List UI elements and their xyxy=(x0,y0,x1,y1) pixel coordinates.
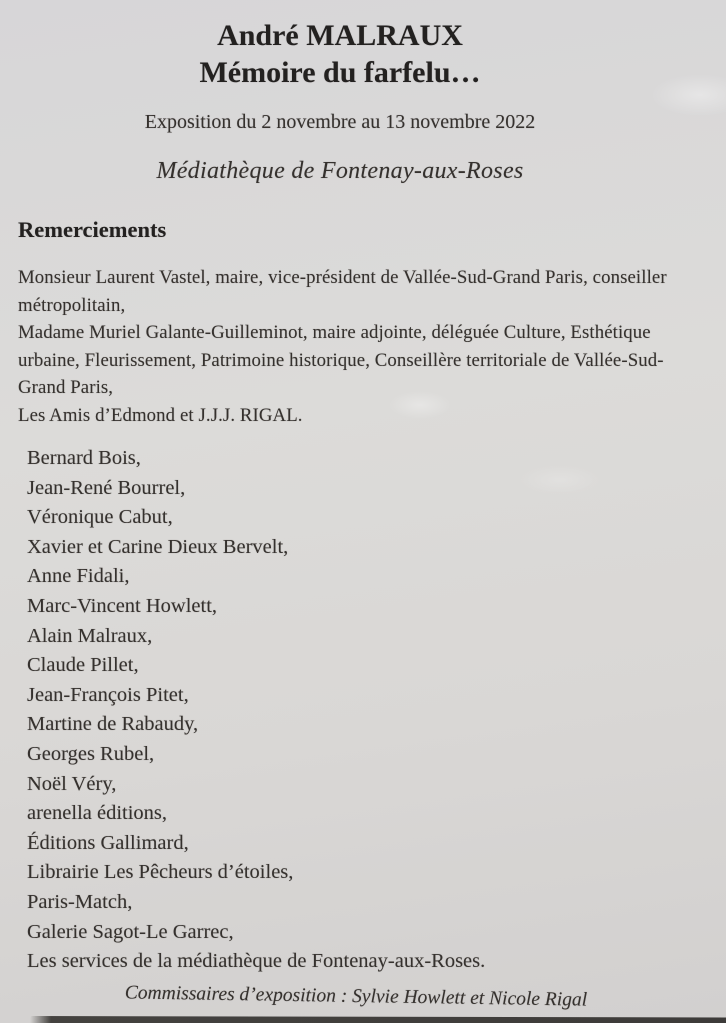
thanked-name: Paris-Match, xyxy=(27,890,133,913)
acknowledgement-paragraphs xyxy=(0,264,680,429)
thanked-name: Anne Fidali, xyxy=(27,565,130,588)
thanked-name: Jean-François Pitet, xyxy=(27,683,189,706)
section-heading: Remerciements xyxy=(18,217,167,242)
page-title: André MALRAUX xyxy=(217,19,463,52)
thanked-name: Galerie Sagot-Le Garrec, xyxy=(27,920,234,943)
thanked-name: Bernard Bois, xyxy=(27,447,141,469)
thanked-name: Véronique Cabut, xyxy=(27,506,173,529)
thanked-names-list xyxy=(0,444,680,977)
thanked-name: Noël Véry, xyxy=(27,772,117,795)
thanked-name: Xavier et Carine Dieux Bervelt, xyxy=(27,535,289,558)
thanked-name: Martine de Rabaudy, xyxy=(27,713,199,736)
curators-line: Commissaires d’exposition : Sylvie Howlett et Nicole Rigal xyxy=(124,982,588,1011)
acknowledgement-paragraph: Monsieur Laurent Vastel, maire, vice-président de Vallée-Sud-Grand Paris, conseiller métropolitain, xyxy=(18,267,667,316)
acknowledgement-paragraph: Madame Muriel Galante-Guilleminot, maire adjointe, déléguée Culture, Esthétique urbaine, Fleurissement, Patrimoine historique, Conseillère territoriale de Vallée-Sud-Grand Paris, xyxy=(18,322,664,398)
thanked-name: Librairie Les Pêcheurs d’étoiles, xyxy=(27,861,294,884)
page-subtitle: Mémoire du farfelu… xyxy=(199,56,481,89)
acknowledgement-paragraph: Les Amis d’Edmond et J.J.J. RIGAL. xyxy=(18,404,303,426)
venue-name: Médiathèque de Fontenay-aux-Roses xyxy=(156,158,524,184)
title-block xyxy=(0,0,680,91)
thanked-name: Jean-René Bourrel, xyxy=(27,476,186,499)
photo-bottom-edge xyxy=(30,1016,726,1023)
exposition-dates: Exposition du 2 novembre au 13 novembre 2022 xyxy=(144,111,536,133)
thanked-name: Georges Rubel, xyxy=(27,742,155,765)
thanked-name: Claude Pillet, xyxy=(27,654,139,677)
thanked-name: Les services de la médiathèque de Fontenay-aux-Roses. xyxy=(27,950,486,973)
thanked-name: Alain Malraux, xyxy=(27,624,153,647)
thanked-name: Marc-Vincent Howlett, xyxy=(27,594,218,617)
thanked-name: arenella éditions, xyxy=(27,802,168,825)
thanked-name: Éditions Gallimard, xyxy=(27,831,189,854)
